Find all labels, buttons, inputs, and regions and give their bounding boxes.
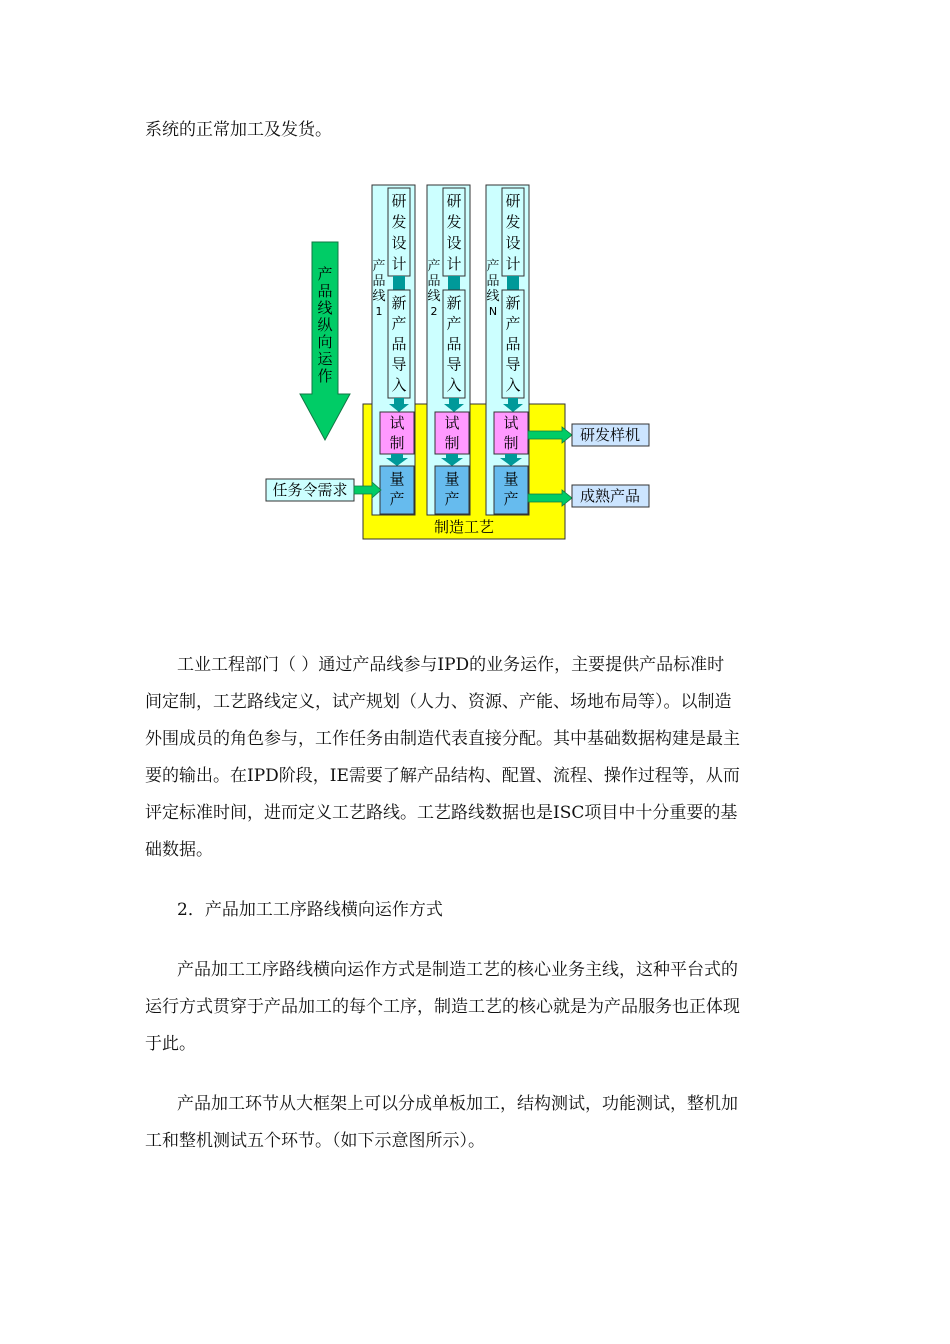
mass-production-char: 量 [503,470,519,488]
trial-production-char: 试 [503,414,519,432]
paragraph-line: 工业工程部门（ ）通过产品线参与IPD的业务运作，主要提供产品标准时 [177,655,725,675]
product-line-name-char: 产 [427,259,441,274]
trial-production-char: 制 [444,434,460,452]
npi-char: 新 [505,294,521,312]
paragraph-line: 产品加工环节从大框架上可以分成单板加工，结构测试，功能测试，整机加 [177,1094,738,1114]
paragraph-line: 产品加工工序路线横向运作方式是制造工艺的核心业务主线，这种平台式的 [177,960,738,980]
npi-char: 品 [446,335,462,353]
product-line-name-char: 产 [486,259,500,274]
mass-production-char: 量 [444,470,460,488]
npi-char: 导 [391,355,407,374]
flow-arrow [448,276,460,290]
vertical-arrow-char: 纵 [317,316,333,334]
trial-production-char: 试 [389,414,405,432]
mass-production-char: 量 [389,470,405,488]
npi-char: 导 [446,355,462,374]
rd-design-char: 计 [391,255,407,273]
paragraph-line: 外围成员的角色参与，工作任务由制造代表直接分配。其中基础数据构建是最主 [145,729,740,749]
paragraph-line: 评定标准时间，进而定义工艺路线。工艺路线数据也是ISC项目中十分重要的基 [145,803,738,823]
vertical-arrow-char: 产 [317,265,333,283]
product-line-name-char: 2 [430,305,438,318]
paragraph-line: 运行方式贯穿于产品加工的每个工序，制造工艺的核心就是为产品服务也正体现 [145,997,740,1017]
rd-design-char: 设 [505,234,521,252]
section-heading: 2．产品加工工序路线横向运作方式 [177,900,443,920]
rd-design-char: 计 [505,255,521,273]
product-line-name-char: 品 [372,274,386,289]
flow-arrow [507,276,519,290]
rd-design-char: 计 [446,255,462,273]
mature-product-output-label: 成熟产品 [579,487,641,505]
npi-char: 产 [446,314,462,333]
rd-design-char: 发 [446,213,462,231]
product-line-name-char: 产 [372,259,386,274]
npi-char: 入 [505,376,521,394]
npi-char: 导 [505,355,521,374]
intro-text: 系统的正常加工及发货。 [145,120,332,140]
vertical-arrow-char: 运 [317,350,333,368]
flow-arrow [393,276,405,290]
mass-production-char: 产 [503,490,519,508]
mass-production-char: 产 [444,490,460,508]
rd-design-char: 研 [391,192,407,210]
npi-char: 产 [391,314,407,333]
trial-production-char: 制 [389,434,405,452]
prototype-output-label: 研发样机 [579,426,641,444]
rd-design-char: 设 [391,234,407,252]
rd-design-char: 设 [446,234,462,252]
paragraph-line: 工和整机测试五个环节。（如下示意图所示）。 [145,1131,485,1151]
product-line-name-char: 线 [486,289,500,304]
rd-design-char: 发 [391,213,407,231]
product-line-name-char: 线 [372,289,386,304]
vertical-arrow-char: 作 [317,367,333,385]
trial-production-char: 制 [503,434,519,452]
rd-design-char: 研 [446,192,462,210]
npi-char: 新 [391,294,407,312]
manufacturing-process-label: 制造工艺 [433,518,495,536]
product-line-name-char: 线 [427,289,441,304]
npi-char: 入 [446,376,462,394]
rd-design-char: 发 [505,213,521,231]
npi-char: 品 [391,335,407,353]
paragraph-line: 要的输出。在IPD阶段，IE需要了解产品结构、配置、流程、操作过程等，从而 [145,766,740,786]
paragraph-line: 于此。 [145,1034,196,1054]
product-line-name-char: N [488,305,498,318]
product-line-name-char: 品 [427,274,441,289]
npi-char: 品 [505,335,521,353]
vertical-arrow-char: 线 [317,299,333,317]
mass-production-char: 产 [389,490,405,508]
vertical-arrow-char: 品 [317,282,333,300]
rd-design-char: 研 [505,192,521,210]
product-line-name-char: 1 [375,305,383,318]
npi-char: 产 [505,314,521,333]
paragraph-line: 间定制，工艺路线定义，试产规划（人力、资源、产能、场地布局等）。以制造 [145,692,732,712]
trial-production-char: 试 [444,414,460,432]
product-line-name-char: 品 [486,274,500,289]
vertical-arrow-label [317,265,333,385]
paragraph-line: 础数据。 [145,840,213,860]
npi-char: 入 [391,376,407,394]
vertical-arrow-char: 向 [317,333,333,351]
npi-char: 新 [446,294,462,312]
task-demand-label: 任务令需求 [272,481,348,499]
